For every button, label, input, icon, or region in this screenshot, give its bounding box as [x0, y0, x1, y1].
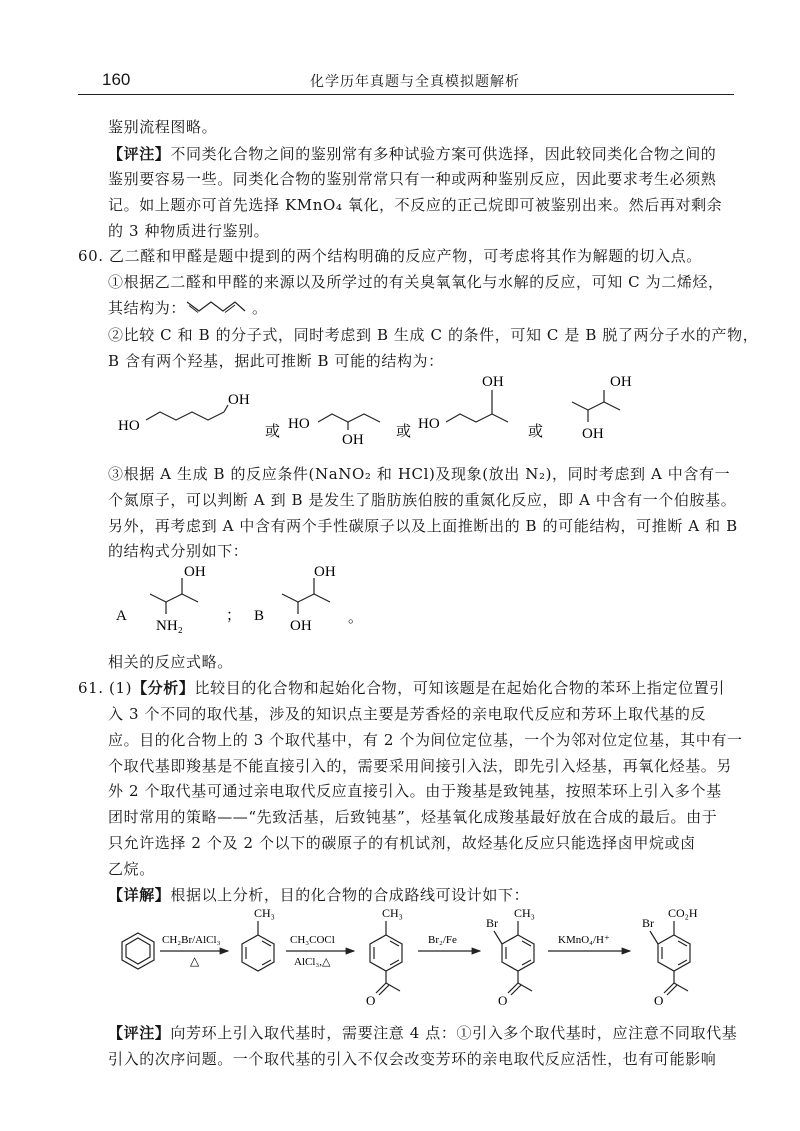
synthesis-scheme — [108, 905, 748, 1015]
butane-2-3-diol — [572, 374, 632, 442]
comment-tag: 【评注】 — [108, 1024, 171, 1042]
reagent: CH₂Br/AlCl₃ — [162, 934, 221, 946]
oh-label: OH — [184, 564, 206, 580]
reagent: Br₂/Fe — [428, 934, 457, 946]
ch3-label: CH₃ — [514, 906, 535, 920]
a-b-structures — [110, 558, 410, 638]
ho-label: HO — [118, 418, 140, 434]
target-product — [642, 906, 698, 1008]
comment-tag: 【评注】 — [108, 145, 171, 163]
para-line: 个氮原子，可以判断 A 到 B 是发生了脂肪族伯胺的重氮化反应，即 A 中含有一个伯胺基。 — [108, 491, 737, 509]
detail-tag: 【详解】 — [108, 886, 171, 904]
ch3-label: CH₃ — [254, 906, 275, 920]
oh-label: OH — [610, 374, 632, 390]
oh-label: OH — [314, 564, 336, 580]
butane-1-3-diol — [288, 414, 380, 448]
nh2-label: NH₂ — [156, 618, 183, 634]
para-line: 其结构为： — [108, 299, 187, 317]
para-line: 乙烷。 — [108, 860, 155, 878]
or-word: 或 — [265, 424, 281, 440]
running-header — [78, 64, 734, 95]
oh-label: OH — [290, 618, 312, 634]
text-span: 61. (1) — [78, 679, 133, 697]
oh-label: OH — [228, 392, 250, 408]
label-b: B — [254, 608, 265, 624]
text-span: 比较目的化合物和起始化合物，可知该题是在起始化合物的苯环上指定位置引 — [194, 679, 725, 697]
text-span: 向芳环上引入取代基时，需要注意 4 点：①引入多个取代基时，应注意不同取代基 — [170, 1024, 738, 1042]
para-line: 相关的反应式略。 — [108, 653, 233, 671]
para-line: 的 3 种物质进行鉴别。 — [108, 222, 270, 240]
para-line: 鉴别要容易一些。同类化合物的鉴别常常只有一种或两种鉴别反应，因此要求考生必须熟 — [108, 170, 717, 188]
text-span: 不同类化合物之间的鉴别常有多种试验方案可供选择，因此较同类化合物之间的 — [170, 145, 717, 163]
toluene — [242, 906, 275, 971]
butane-1-4-diol — [118, 392, 250, 434]
oh-label: OH — [582, 426, 604, 442]
or-word: 或 — [396, 424, 412, 440]
reagent: CH₃COCl — [290, 934, 335, 946]
co2h-label: CO₂H — [668, 906, 698, 920]
running-title: 化学历年真题与全真模拟题解析 — [310, 74, 520, 90]
para-line: 的结构式分别如下： — [108, 542, 249, 560]
structure-a — [150, 564, 206, 634]
para-line — [78, 677, 725, 699]
oh-label: OH — [342, 432, 364, 448]
para-line: ②比较 C 和 B 的分子式，同时考虑到 B 生成 C 的条件，可知 C 是 B 脱了两分子水的产物， — [108, 326, 759, 344]
para-line: 记。如上题亦可首先选择 KMnO₄ 氧化，不反应的正己烷即可被鉴别出来。然后再对剩余 — [108, 196, 723, 214]
or-word: 或 — [528, 424, 544, 440]
para-line: ③根据 A 生成 B 的反应条件(NaNO₂ 和 HCl)及现象(放出 N₂)，同时考虑到 A 中含有一 — [108, 465, 731, 483]
o-label: O — [498, 993, 508, 1008]
semicolon: ； — [226, 608, 242, 624]
page-number: 160 — [102, 70, 131, 89]
para-line: 引入的次序问题。一个取代基的引入不仅会改变芳环的亲电取代反应活性，也有可能影响 — [108, 1050, 717, 1068]
reagent: KMnO₄/H⁺ — [558, 934, 610, 946]
analysis-tag: 【分析】 — [132, 679, 195, 697]
p-methylacetophenone — [366, 906, 403, 1008]
para-line — [108, 1022, 737, 1044]
ho-label: HO — [288, 416, 310, 432]
structure-b — [282, 564, 336, 634]
ch3-label: CH₃ — [382, 906, 403, 920]
para-line: 应。目的化合物上的 3 个取代基中，有 2 个为间位定位基，一个为邻对位定位基，其中有一 — [108, 731, 743, 749]
para-line: 个取代基即羧基是不能直接引入的，需要采用间接引入法，即先引入烃基，再氧化烃基。另 — [108, 757, 733, 775]
para-line: 入 3 个不同的取代基，涉及的知识点主要是芳香烃的亲电取代反应和芳环上取代基的反 — [108, 705, 707, 723]
diene-structure — [185, 294, 247, 316]
ho-label: HO — [418, 416, 440, 432]
text-span: 根据以上分析，目的化合物的合成路线可设计如下： — [170, 886, 530, 904]
oh-label: OH — [482, 374, 504, 390]
butane-1-3-diol-alt — [418, 374, 508, 432]
br-label: Br — [642, 916, 654, 930]
para-line: 。 — [252, 299, 268, 317]
para-line: ①根据乙二醛和甲醛的来源以及所学过的有关臭氧氧化与水解的反应，可知 C 为二烯烃， — [108, 273, 724, 291]
o-label: O — [654, 993, 664, 1008]
br-label: Br — [486, 916, 498, 930]
bromo-intermediate — [486, 906, 535, 1008]
b-candidates — [110, 372, 760, 452]
para-line: 60. 乙二醛和甲醛是题中提到的两个结构明确的反应产物，可考虑将其作为解题的切入点。 — [78, 247, 702, 265]
period: 。 — [348, 610, 364, 626]
para-line — [108, 884, 529, 906]
para-line: 鉴别流程图略。 — [108, 118, 218, 136]
benzene — [122, 933, 154, 969]
reagent: AlCl₃,△ — [294, 956, 331, 968]
o-label: O — [366, 993, 376, 1008]
para-line: 团时常用的策略——“先致活基，后致钝基”，烃基氧化成羧基最好放在合成的最后。由于 — [108, 808, 718, 826]
para-line — [108, 143, 716, 165]
para-line: 另外，再考虑到 A 中含有两个手性碳原子以及上面推断出的 B 的可能结构，可推断 A 和 B — [108, 517, 738, 535]
para-line: 只允许选择 2 个及 2 个以下的碳原子的有机试剂，故烃基化反应只能选择卤甲烷或卤 — [108, 834, 696, 852]
para-line: B 含有两个羟基，据此可推断 B 可能的结构为： — [108, 352, 444, 370]
para-line: 外 2 个取代基可通过亲电取代反应直接引入。由于羧基是致钝基，按照苯环上引入多个基 — [108, 782, 722, 800]
label-a: A — [116, 608, 127, 624]
reagent: △ — [190, 954, 200, 968]
